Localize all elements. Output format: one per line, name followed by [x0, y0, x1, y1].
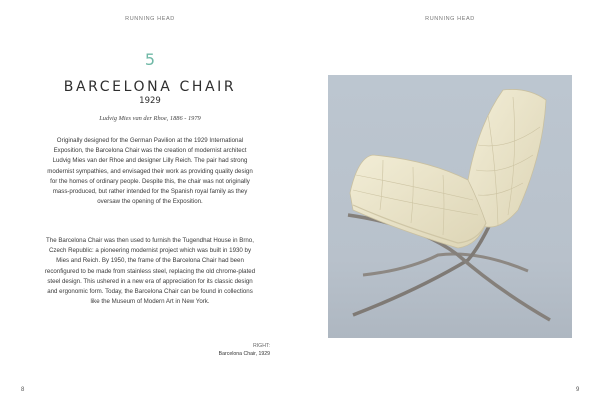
- photo-caption: [219, 342, 270, 358]
- caption-text: Barcelona Chair, 1929: [218, 351, 270, 357]
- page-number-right: 9: [576, 387, 580, 393]
- barcelona-chair-illustration: [328, 75, 572, 338]
- page-title: BARCELONA CHAIR: [63, 79, 237, 95]
- year: 1929: [139, 96, 161, 106]
- chapter-number: 5: [144, 50, 156, 69]
- right-page: [300, 0, 600, 415]
- page-number-left: 8: [21, 387, 25, 393]
- chair-photo: [328, 75, 572, 338]
- body-paragraph-2: The Barcelona Chair was then used to furnish the Tugendhat House in Brno, Czech Republic: a pioneering modernist project which was built in 1930 by Mies and Reich. By 1950, the frame of the Barcelona Chair had been reconfigured to be made from stainless steel, replacing the old chrome-plated steel design. This ushered in a new era of appreciation for its classic design and ergonomic form. Today, the Barcelona Chair can be found in collections like the Museum of Modern Art in New York.: [44, 237, 256, 306]
- designer-credit: Ludvig Mies van der Rhoe, 1886 - 1979: [99, 115, 201, 122]
- body-paragraph-1: Originally designed for the German Pavilion at the 1929 International Exposition, the Barcelona Chair was the creation of modernist architect Ludvig Mies van der Rhoe and designer Lilly Reich. The pair had strong modernist sympathies, and envisaged their work as providing quality design for the homes of ordinary people. Despite this, the chair was not originally mass-produced, but rather intended for the Spanish royal family as they oversaw the opening of the Exposition.: [47, 137, 253, 206]
- running-head: RUNNING HEAD: [125, 16, 175, 22]
- caption-label: RIGHT:: [252, 343, 270, 349]
- running-head: RUNNING HEAD: [425, 16, 475, 22]
